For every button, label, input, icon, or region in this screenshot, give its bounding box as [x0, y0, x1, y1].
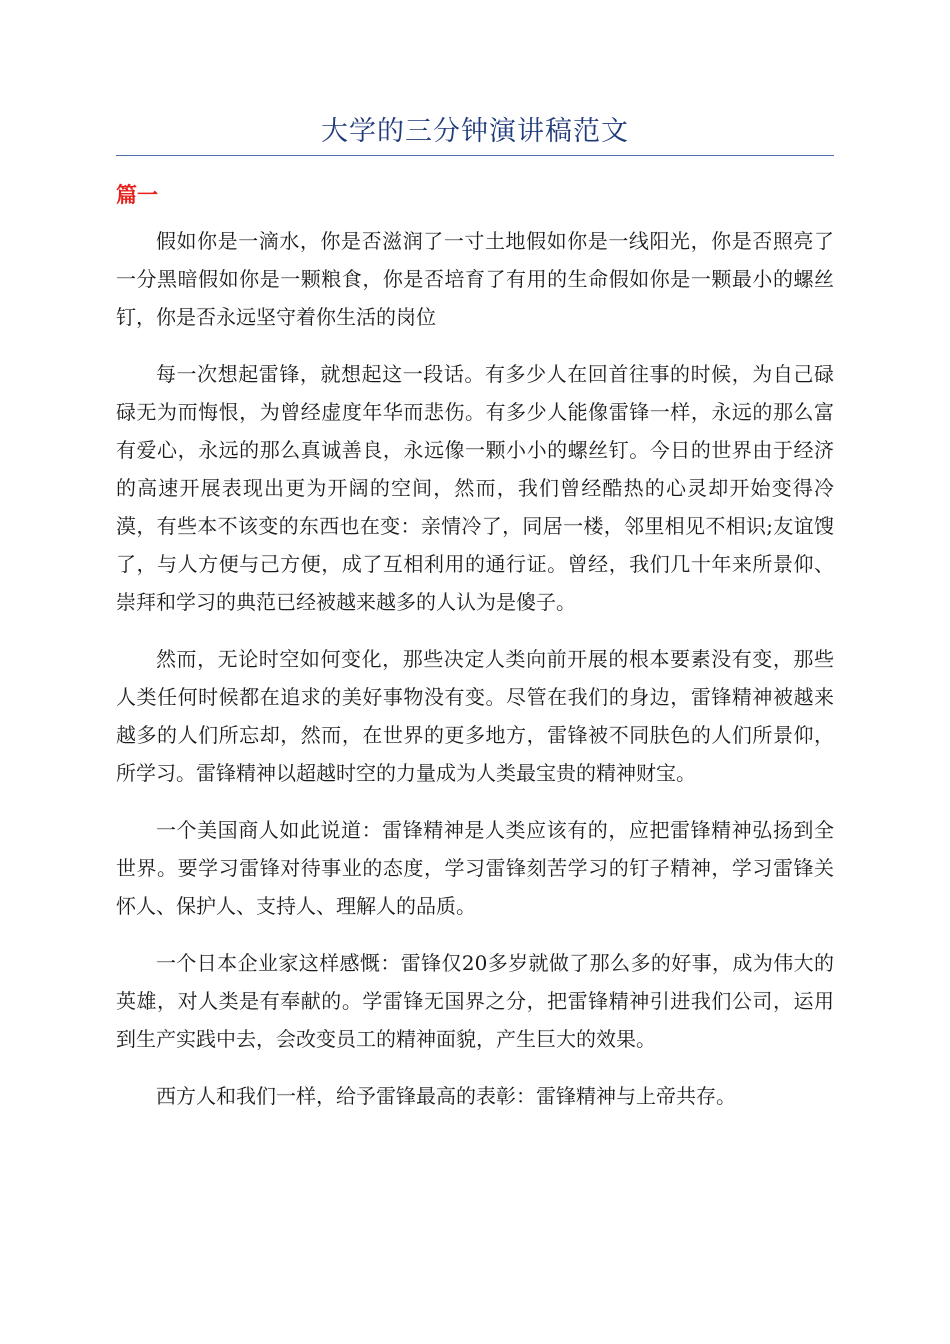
paragraph: 假如你是一滴水，你是否滋润了一寸土地假如你是一线阳光，你是否照亮了一分黑暗假如你是一颗粮食，你是否培育了有用的生命假如你是一颗最小的螺丝钉，你是否永远坚守着你生活的岗位 — [116, 229, 834, 329]
document-body — [116, 222, 834, 1134]
paragraph: 西方人和我们一样，给予雷锋最高的表彰：雷锋精神与上帝共存。 — [156, 1084, 736, 1108]
section-heading: 篇一 — [116, 183, 158, 207]
paragraph: 一个日本企业家这样感慨：雷锋仅20多岁就做了那么多的好事，成为伟大的英雄，对人类是有奉献的。学雷锋无国界之分，把雷锋精神引进我们公司，运用到生产实践中去，会改变员工的精神面貌，产生巨大的效果。 — [116, 951, 834, 1051]
paragraph: 然而，无论时空如何变化，那些决定人类向前开展的根本要素没有变，那些人类任何时候都在追求的美好事物没有变。尽管在我们的身边，雷锋精神被越来越多的人们所忘却，然而，在世界的更多地方，雷锋被不同肤色的人们所景仰，所学习。雷锋精神以超越时空的力量成为人类最宝贵的精神财宝。 — [116, 647, 834, 785]
document-title: 大学的三分钟演讲稿范文 — [321, 116, 629, 147]
title-underline-divider — [116, 155, 834, 156]
paragraph: 一个美国商人如此说道：雷锋精神是人类应该有的，应把雷锋精神弘扬到全世界。要学习雷锋对待事业的态度，学习雷锋刻苦学习的钉子精神，学习雷锋关怀人、保护人、支持人、理解人的品质。 — [116, 818, 834, 918]
paragraph: 每一次想起雷锋，就想起这一段话。有多少人在回首往事的时候，为自己碌碌无为而悔恨，为曾经虚度年华而悲伤。有多少人能像雷锋一样，永远的那么富有爱心，永远的那么真诚善良，永远像一颗小小的螺丝钉。今日的世界由于经济的高速开展表现出更为开阔的空间，然而，我们曾经酷热的心灵却开始变得冷漠，有些本不该变的东西也在变：亲情冷了，同居一楼，邻里相见不相识;友谊馊了，与人方便与己方便，成了互相利用的通行证。曾经，我们几十年来所景仰、崇拜和学习的典范已经被越来越多的人认为是傻子。 — [116, 362, 834, 614]
